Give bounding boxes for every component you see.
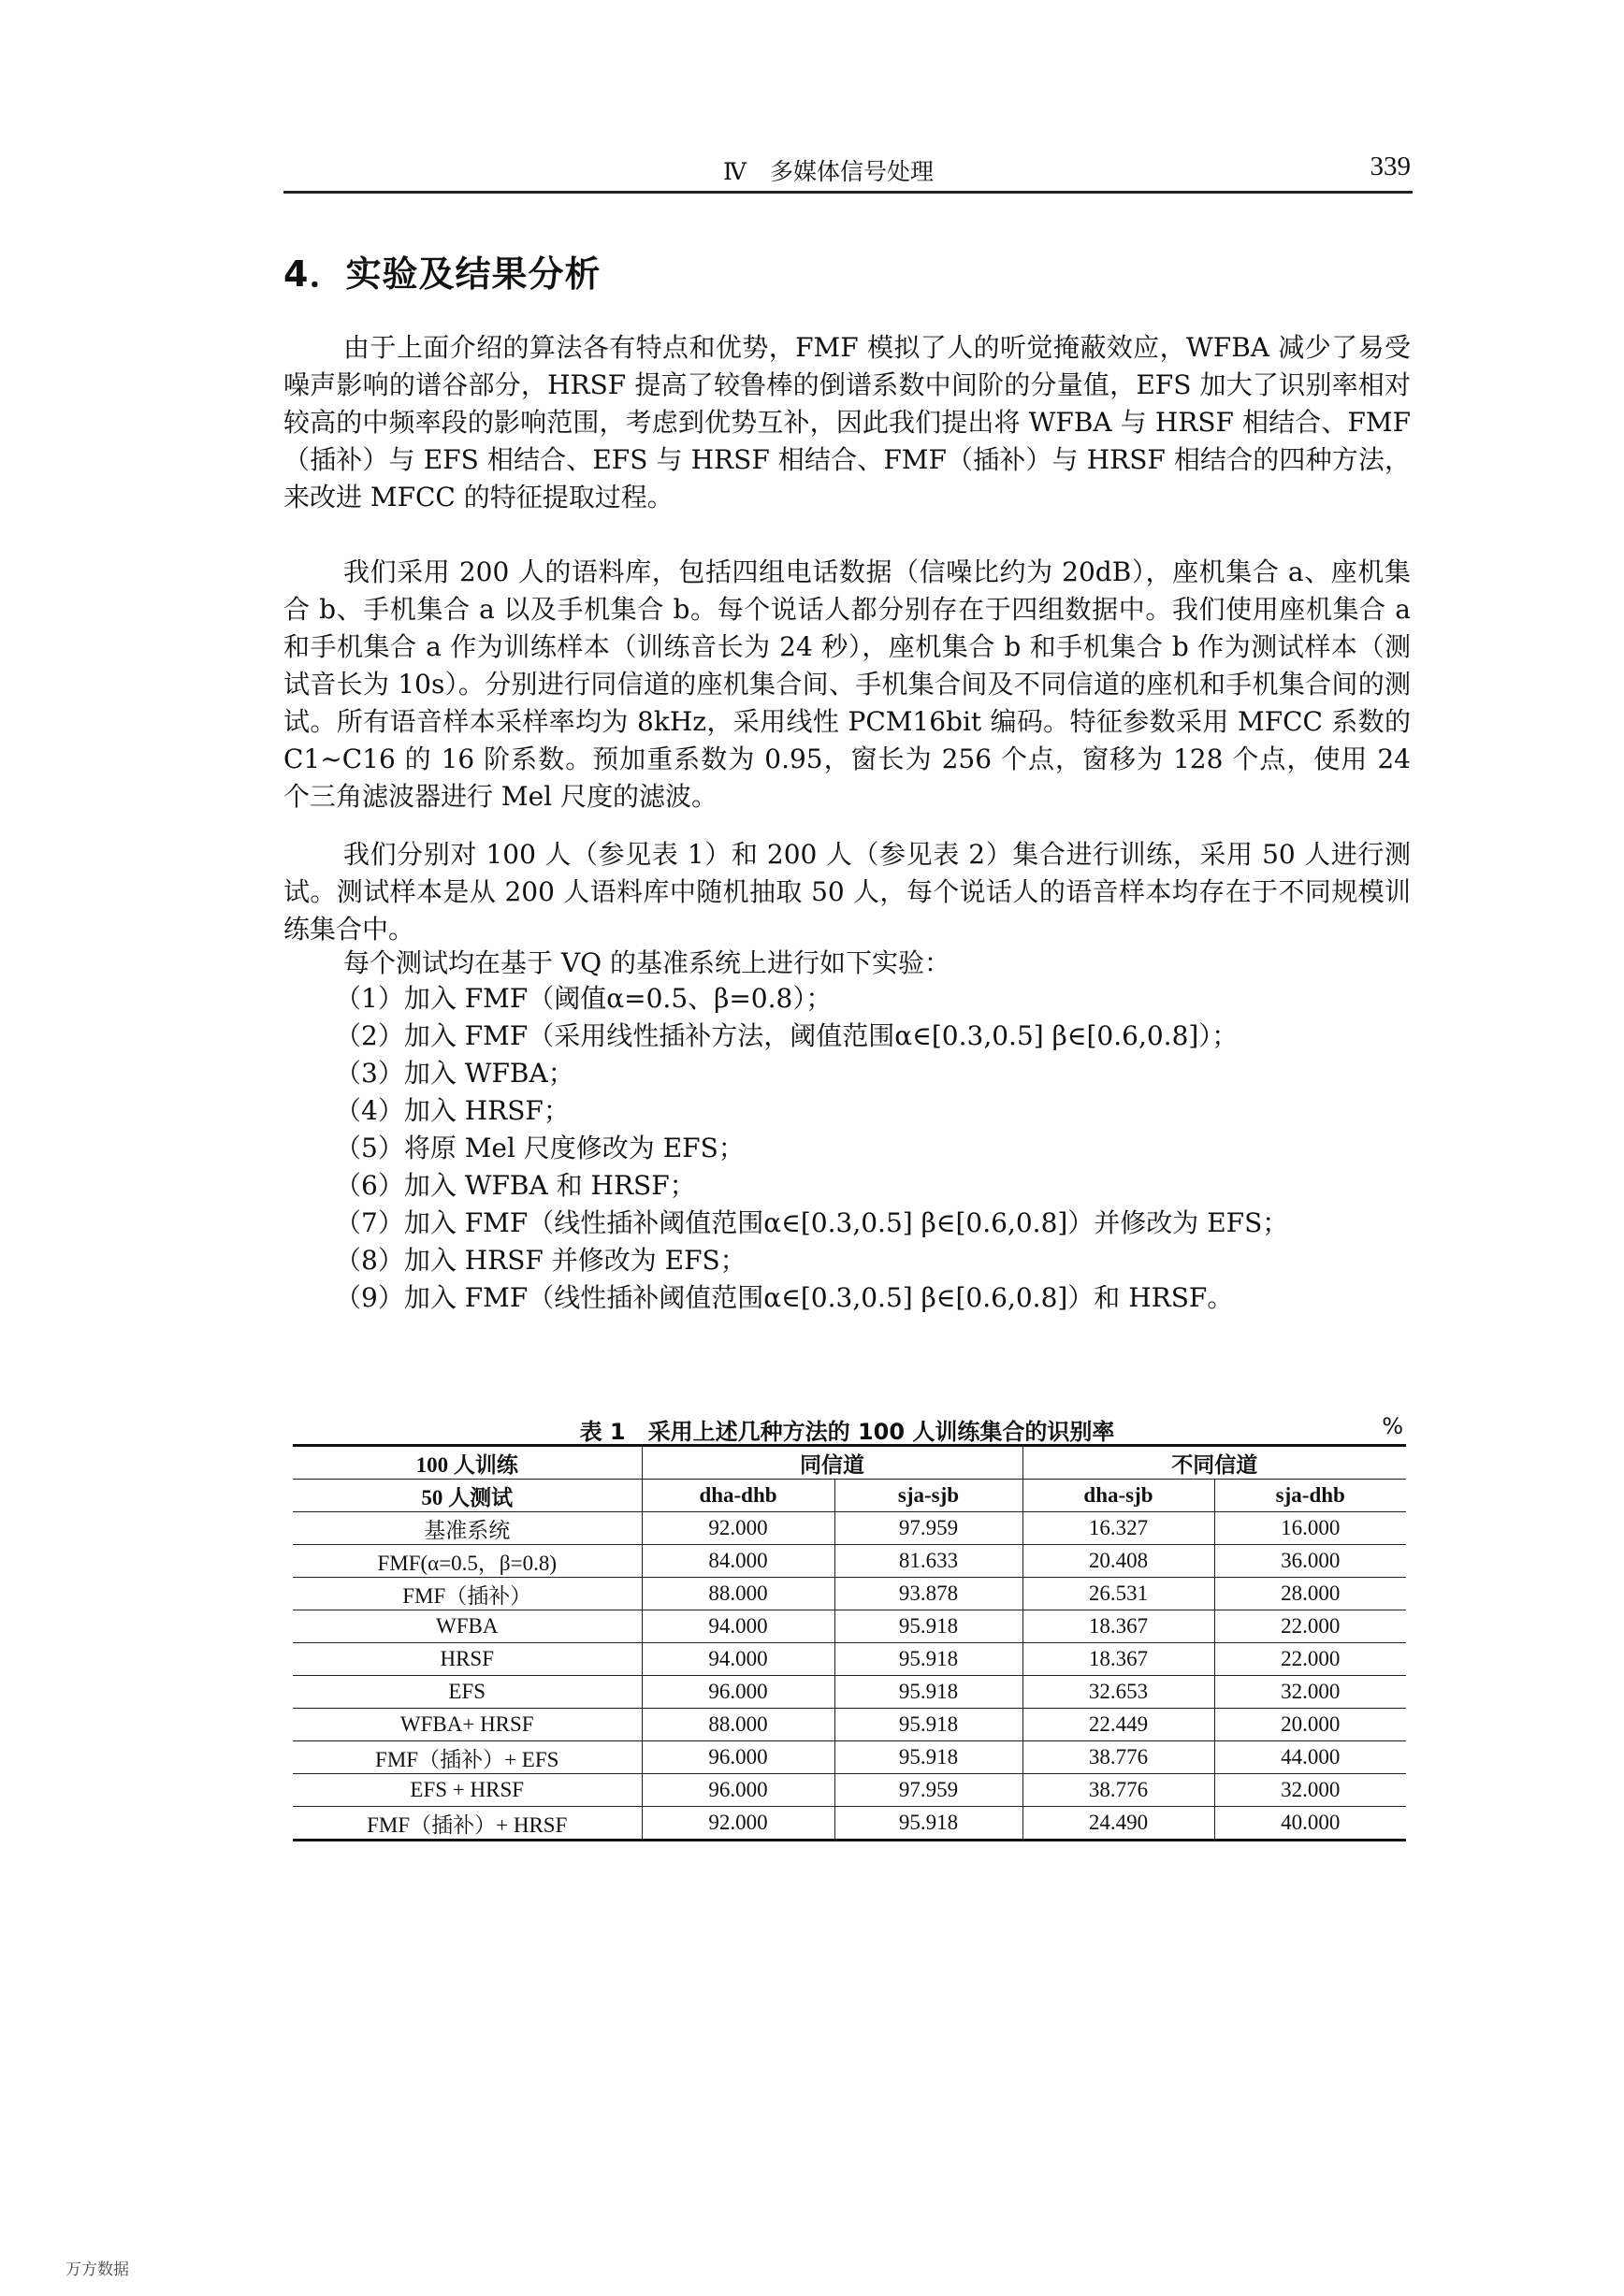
table-cell: 97.959 — [834, 1774, 1022, 1807]
list-item: （3）加入 WFBA； — [335, 1058, 574, 1089]
table-cell: 基准系统 — [293, 1512, 642, 1545]
table-cell: WFBA+ HRSF — [293, 1709, 642, 1741]
table-cell: 92.000 — [642, 1807, 834, 1841]
table-cell: 20.408 — [1022, 1545, 1214, 1578]
table-cell: 22.000 — [1214, 1643, 1406, 1676]
table-row — [293, 1545, 1406, 1578]
experiment-list — [335, 980, 1411, 1317]
table-caption — [283, 1413, 1411, 1445]
table-cell: 94.000 — [642, 1643, 834, 1676]
table-cell: FMF（插补） — [293, 1578, 642, 1610]
table-cell: 36.000 — [1214, 1545, 1406, 1578]
table-cell: HRSF — [293, 1643, 642, 1676]
header-cell: dha-sjb — [1022, 1480, 1214, 1512]
table-cell: 95.918 — [834, 1807, 1022, 1841]
table-row — [293, 1807, 1406, 1841]
table-cell: 88.000 — [642, 1709, 834, 1741]
table-cell: 32.000 — [1214, 1774, 1406, 1807]
header-cell: 50 人测试 — [293, 1480, 642, 1512]
table-row — [293, 1512, 1406, 1545]
paragraph-1: 由于上面介绍的算法各有特点和优势，FMF 模拟了人的听觉掩蔽效应，WFBA 减少了易受噪声影响的谱谷部分，HRSF 提高了较鲁棒的倒谱系数中间阶的分量值，EFS 加大了识别率相对较高的中频率段的影响范围，考虑到优势互补，因此我们提出将 WFBA 与 HRSF 相结合、FMF（插补）与 EFS 相结合、EFS 与 HRSF 相结合、FMF（插补）与 HRSF 相结合的四种方法，来改进 MFCC 的特征提取过程。 — [283, 332, 1411, 513]
paragraph-3: 我们分别对 100 人（参见表 1）和 200 人（参见表 2）集合进行训练，采用 50 人进行测试。测试样本是从 200 人语料库中随机抽取 50 人，每个说话人的语音样本均存在于不同规模训练集合中。 — [283, 839, 1411, 945]
table-cell: FMF（插补）+ EFS — [293, 1741, 642, 1774]
table-cell: 22.449 — [1022, 1709, 1214, 1741]
running-header — [283, 148, 1413, 194]
table-cell: 96.000 — [642, 1741, 834, 1774]
table-cell: 16.000 — [1214, 1512, 1406, 1545]
table-cell: 44.000 — [1214, 1741, 1406, 1774]
table-cell: 24.490 — [1022, 1807, 1214, 1841]
table-cell: 84.000 — [642, 1545, 834, 1578]
table-cell: 96.000 — [642, 1774, 834, 1807]
table-cell: WFBA — [293, 1610, 642, 1643]
table-cell: 95.918 — [834, 1610, 1022, 1643]
header-cell: 同信道 — [642, 1446, 1022, 1480]
list-item: （7）加入 FMF（线性插补阈值范围α∈[0.3,0.5] β∈[0.6,0.8]）并修改为 EFS； — [335, 1207, 1289, 1238]
list-item: （5）将原 Mel 尺度修改为 EFS； — [335, 1133, 745, 1163]
list-item: （4）加入 HRSF； — [335, 1095, 570, 1126]
table-cell: 40.000 — [1214, 1807, 1406, 1841]
table-cell: 38.776 — [1022, 1774, 1214, 1807]
table-cell: 95.918 — [834, 1676, 1022, 1709]
table-cell: 32.000 — [1214, 1676, 1406, 1709]
table-cell: 20.000 — [1214, 1709, 1406, 1741]
footer-watermark: 万方数据 — [65, 2260, 129, 2279]
table-cell: EFS — [293, 1676, 642, 1709]
page-number: 339 — [1370, 152, 1411, 181]
table-cell: 18.367 — [1022, 1610, 1214, 1643]
table-row — [293, 1774, 1406, 1807]
table-cell: EFS + HRSF — [293, 1774, 642, 1807]
header-cell: 不同信道 — [1022, 1446, 1406, 1480]
section-heading: 4．实验及结果分析 — [283, 253, 602, 295]
table-cell: 18.367 — [1022, 1643, 1214, 1676]
table-cell: 93.878 — [834, 1578, 1022, 1610]
table-cell: 16.327 — [1022, 1512, 1214, 1545]
paragraph-4: 每个测试均在基于 VQ 的基准系统上进行如下实验： — [343, 947, 950, 978]
table-cell: 97.959 — [834, 1512, 1022, 1545]
table-cell: 96.000 — [642, 1676, 834, 1709]
table-header-row — [293, 1446, 1406, 1480]
list-item: （6）加入 WFBA 和 HRSF； — [335, 1170, 696, 1201]
table-cell: FMF（插补）+ HRSF — [293, 1807, 642, 1841]
table-row — [293, 1709, 1406, 1741]
list-item: （9）加入 FMF（线性插补阈值范围α∈[0.3,0.5] β∈[0.6,0.8]）和 HRSF。 — [335, 1282, 1234, 1313]
table-row — [293, 1610, 1406, 1643]
table-row — [293, 1741, 1406, 1774]
table-cell: 81.633 — [834, 1545, 1022, 1578]
table-caption-text: 表 1 采用上述几种方法的 100 人训练集合的识别率 — [579, 1419, 1115, 1445]
table-cell: 94.000 — [642, 1610, 834, 1643]
table-row — [293, 1676, 1406, 1709]
table-cell: 22.000 — [1214, 1610, 1406, 1643]
table-header-row — [293, 1480, 1406, 1512]
header-cell: sja-sjb — [834, 1480, 1022, 1512]
table-cell: 95.918 — [834, 1643, 1022, 1676]
table-row — [293, 1578, 1406, 1610]
table-cell: 92.000 — [642, 1512, 834, 1545]
recognition-rate-table — [293, 1444, 1406, 1841]
list-item: （8）加入 HRSF 并修改为 EFS； — [335, 1245, 747, 1276]
header-section-title: Ⅳ 多媒体信号处理 — [723, 158, 934, 185]
table-cell: 28.000 — [1214, 1578, 1406, 1610]
table-cell: 88.000 — [642, 1578, 834, 1610]
header-cell: dha-dhb — [642, 1480, 834, 1512]
table-cell: 95.918 — [834, 1709, 1022, 1741]
paragraph-2: 我们采用 200 人的语料库，包括四组电话数据（信噪比约为 20dB），座机集合 a、座机集合 b、手机集合 a 以及手机集合 b。每个说话人都分别存在于四组数据中。我们使用座机集合 a 和手机集合 a 作为训练样本（训练音长为 24 秒），座机集合 b 和手机集合 b 作为测试样本（测试音长为 10s）。分别进行同信道的座机集合间、手机集合间及不同信道的座机和手机集合间的测试。所有语音样本采样率均为 8kHz，采用线性 PCM16bit 编码。特征参数采用 MFCC 系数的 C1~C16 的 16 阶系数。预加重系数为 0.95，窗长为 256 个点，窗移为 128 个点，使用 24 个三角滤波器进行 Mel 尺度的滤波。 — [283, 556, 1411, 812]
list-item: （2）加入 FMF（采用线性插补方法，阈值范围α∈[0.3,0.5] β∈[0.6,0.8]）； — [335, 1020, 1239, 1051]
table-cell: 32.653 — [1022, 1676, 1214, 1709]
header-cell: sja-dhb — [1214, 1480, 1406, 1512]
table-unit: % — [1382, 1413, 1403, 1439]
table-cell: 95.918 — [834, 1741, 1022, 1774]
header-cell: 100 人训练 — [293, 1446, 642, 1480]
table-cell: 38.776 — [1022, 1741, 1214, 1774]
table-row — [293, 1643, 1406, 1676]
table-cell: FMF(α=0.5，β=0.8) — [293, 1545, 642, 1578]
list-item: （1）加入 FMF（阈值α=0.5、β=0.8）； — [335, 983, 833, 1014]
table-cell: 26.531 — [1022, 1578, 1214, 1610]
